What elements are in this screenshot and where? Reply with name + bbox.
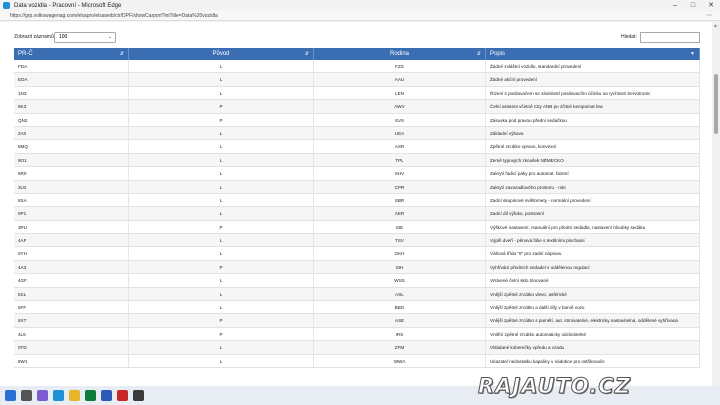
table-row[interactable] [14,140,700,153]
table-cell: TPL [314,154,486,166]
window-controls [666,0,720,11]
table-cell: Vrstvené čelní sklo tónované [486,274,700,286]
table-cell: L [129,181,314,193]
page-length-select[interactable] [54,32,116,43]
table-cell: ZFM [314,341,486,353]
table-cell: 4GF [14,274,129,286]
table-row[interactable] [14,234,700,247]
table-row[interactable] [14,288,700,301]
table-cell: P [129,100,314,112]
table-row[interactable] [14,301,700,314]
table-cell: 3U2 [14,181,129,193]
search-label: Hledat: [621,34,637,40]
table-controls [14,32,704,44]
table-cell: ASE [314,314,486,326]
page-content [0,22,712,386]
word-icon[interactable] [101,390,112,401]
table-cell: Vnější zpětné zrcátko s pamětí, aut. stmívatelné, elektricky nastavitelná, oddělené vyhřívaná [486,314,700,326]
table-cell: EDA [14,73,129,85]
table-cell: 6K3 [14,100,129,112]
table-cell: Zpětné zrcátko vpravo, konvexní [486,140,700,152]
table-cell: L [129,73,314,85]
table-cell: Zakrytí zavazadlového prostoru - role [486,181,700,193]
table-cell: P [129,221,314,233]
table-cell: WWA [314,355,486,367]
table-cell: Váhová třída "8" pro zadní nápravu [486,247,700,259]
table-cell: GKH [314,247,486,259]
table-cell: TSV [314,234,486,246]
data-table [14,48,700,368]
table-cell: SHV [314,167,486,179]
table-cell: SIH [314,261,486,273]
table-cell: ASR [314,140,486,152]
table-cell: 2A0 [14,127,129,139]
table-cell: L [129,234,314,246]
table-cell: Výplň dveří - pěnová fólie s textilními plochami [486,234,700,246]
more-icon[interactable]: ⋯ [706,13,712,19]
table-row[interactable] [14,114,700,127]
table-row[interactable] [14,194,700,207]
table-cell: 5SL [14,288,129,300]
table-cell: 8SA [14,194,129,206]
table-cell: L [129,207,314,219]
table-cell: Čelní asistent včetně City ANB po zčitné kempomat low [486,100,700,112]
table-cell: Vnitřní zpětné zrcátko automaticky odclonitelné [486,328,700,340]
table-cell: Zakrytí řadicí páky pro automat. řazení [486,167,700,179]
table-row[interactable] [14,247,700,260]
table-cell: IRS [314,328,486,340]
table-cell: AWV [314,100,486,112]
sort-icon: ⇵ [476,51,481,57]
table-row[interactable] [14,127,700,140]
table-row[interactable] [14,181,700,194]
sort-icon: ⇵ [304,51,309,57]
app-icon[interactable] [133,390,144,401]
table-cell: P [129,261,314,273]
table-row[interactable] [14,100,700,113]
table-cell: ASL [314,288,486,300]
excel-icon[interactable] [85,390,96,401]
edge-taskbar-icon[interactable] [53,390,64,401]
table-row[interactable] [14,341,700,354]
table-cell: SBR [314,194,486,206]
table-cell: Země typových zkoušek NĚMECKO [486,154,700,166]
table-cell: 5MQ [14,140,129,152]
table-cell: Ukazatel nedostatku kapaliny v nádobce pro ostřikovače [486,355,700,367]
column-header-puvod[interactable]: Původ ⇵ [129,48,314,60]
scroll-up-icon[interactable]: ▲ [713,23,718,29]
table-cell: 6R0 [14,167,129,179]
sort-icon: ⇵ [119,51,124,57]
table-row[interactable] [14,355,700,368]
table-row[interactable] [14,328,700,341]
table-cell: SVS [314,114,486,126]
table-cell: Vkládané koberečky vpředu a vzadu [486,341,700,353]
edge-icon [3,2,10,9]
table-cell: 6XT [14,314,129,326]
table-cell: FZS [314,60,486,72]
table-cell: BBO [314,301,486,313]
table-cell: 4A3 [14,261,129,273]
table-cell: LEN [314,87,486,99]
search-input[interactable] [640,32,700,43]
table-cell: Vnější zpětné zrcátko vlevo, asférické [486,288,700,300]
table-cell: CPR [314,181,486,193]
table-cell: UEA [314,127,486,139]
explorer-icon[interactable] [69,390,80,401]
table-cell: Žádné zvláštní vozidlo, standardní provedení [486,60,700,72]
table-cell: 3PU [14,221,129,233]
url-field[interactable]: https://grp.volkswagenag.com/elsapro/elsaweb/ctr/DPF/showCarport?iniTitle=Data%20vozidla [10,12,218,19]
table-cell: WSS [314,274,486,286]
table-cell: AER [314,207,486,219]
table-cell: L [129,167,314,179]
table-header [14,48,700,60]
page-length-value: 100 [59,34,68,40]
table-row[interactable] [14,314,700,327]
table-row[interactable] [14,73,700,86]
table-cell: L [129,154,314,166]
table-cell: Zadní skupinové světlomety - normální provedení [486,194,700,206]
table-cell: P [129,314,314,326]
column-header-rodina[interactable]: Rodina ⇵ [314,48,486,60]
table-cell: 6FF [14,301,129,313]
table-cell: L [129,274,314,286]
table-cell: L [129,194,314,206]
table-cell: 0YH [14,247,129,259]
scrollbar-thumb[interactable] [714,74,718,134]
table-cell: 9O1 [14,154,129,166]
table-cell: L [129,301,314,313]
watermark-logo: RAJAUTO.CZ [478,374,631,398]
table-cell: Řízení s posilovačem se závislostí posilovacího účinku na rychlosti Servotronic [486,87,700,99]
table-cell: L [129,341,314,353]
table-cell: AAU [314,73,486,85]
table-row[interactable] [14,221,700,234]
table-cell: SIE [314,221,486,233]
table-cell: L [129,247,314,259]
table-row[interactable] [14,261,700,274]
table-cell: 0TD [14,341,129,353]
chevron-down-icon: ⌄ [107,34,112,40]
table-cell: 4L6 [14,328,129,340]
table-cell: 4AF [14,234,129,246]
start-icon[interactable] [5,390,16,401]
taskview-icon[interactable] [37,390,48,401]
table-row[interactable] [14,154,700,167]
table-cell: QN2 [14,114,129,126]
table-cell: L [129,87,314,99]
table-cell: Výškové nastavení, manuální pro přední sedadla, nastavení hloubky sedáku [486,221,700,233]
table-cell: 8W1 [14,355,129,367]
table-cell: FDA [14,60,129,72]
table-row[interactable] [14,87,700,100]
table-cell: Vnější zpětné zrcátko a další díly v barvě vozu [486,301,700,313]
table-body [14,60,700,368]
table-cell: L [129,60,314,72]
table-cell: L [129,288,314,300]
close-icon[interactable]: ✕ [708,2,714,9]
table-cell: Zadní díl výfuku, postranní [486,207,700,219]
table-cell: L [129,127,314,139]
table-cell: L [129,140,314,152]
page-length-label: Zobrazit záznamů [14,34,54,40]
column-header-pr[interactable]: PR-Č ⇵ [14,48,129,60]
table-row[interactable] [14,274,700,287]
table-cell: Zásuvka pod pravou přední sedačkou [486,114,700,126]
table-cell: Základní výbava [486,127,700,139]
table-row[interactable] [14,60,700,73]
minimize-icon[interactable]: – [673,2,677,9]
search-icon[interactable] [21,390,32,401]
maximize-icon[interactable]: □ [690,2,696,9]
page-scrollbar[interactable] [712,22,720,386]
column-header-popis[interactable]: Popis ▼ [486,48,700,60]
sort-desc-icon: ▼ [690,51,695,57]
pdf-icon[interactable] [117,390,128,401]
table-row[interactable] [14,207,700,220]
window-titlebar [0,0,720,11]
table-row[interactable] [14,167,700,180]
address-bar [0,11,720,21]
table-cell: Vyhřívání předních sedadel s oddělenou regulací [486,261,700,273]
table-cell: P [129,328,314,340]
window-title: Data vozidla - Pracovní - Microsoft Edge [14,2,122,9]
table-cell: L [129,355,314,367]
table-cell: 0P1 [14,207,129,219]
table-cell: P [129,114,314,126]
table-cell: 1N3 [14,87,129,99]
table-cell: Žádné akční provedení [486,73,700,85]
